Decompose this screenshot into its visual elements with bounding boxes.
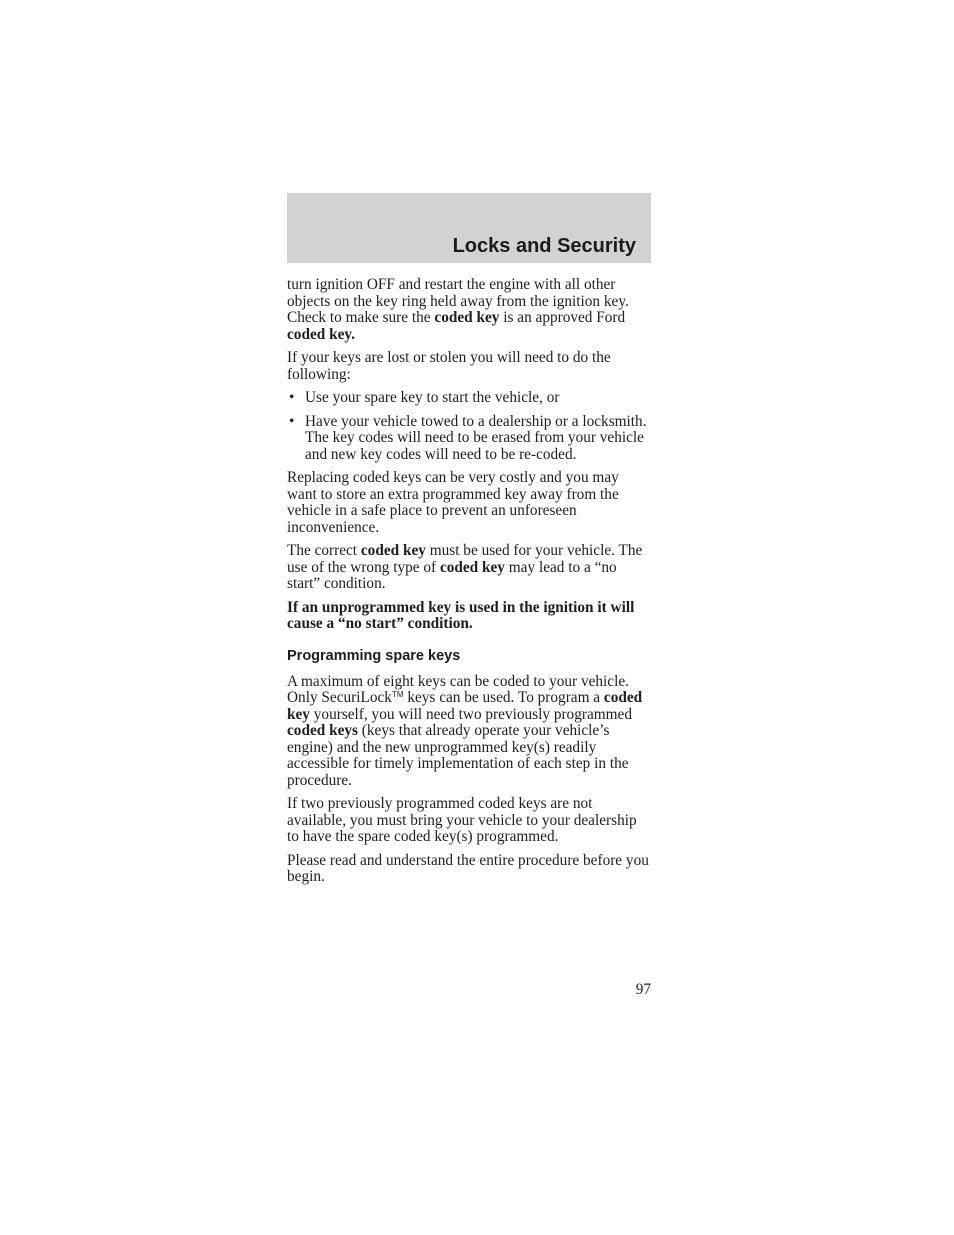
text-run: may lead to a “no start” condition.: [287, 558, 617, 592]
list-item-text: Have your vehicle towed to a dealership or a locksmith. The key codes will need to be erased from your vehicle and new key codes will need to be re-coded.: [305, 412, 647, 463]
page-number: 97: [635, 981, 651, 998]
emphasis-coded-key: coded key.: [287, 325, 355, 343]
text-run: The correct: [287, 542, 361, 559]
text-run: keys can be used. To program a: [403, 689, 604, 706]
text-run: A maximum of eight keys can be coded to your vehicle. Only SecuriLock: [287, 672, 629, 706]
warning-text: If an unprogrammed key is used in the ignition it will cause a “no start” condition.: [287, 598, 635, 632]
paragraph-correct-key: [287, 543, 651, 593]
section-header-band: [287, 193, 651, 263]
paragraph-read-procedure: Please read and understand the entire procedure before you begin.: [287, 851, 649, 885]
list-item: [287, 414, 651, 464]
emphasis-coded-key: coded key: [439, 558, 505, 576]
bullet-icon: •: [289, 389, 295, 406]
section-title: Locks and Security: [452, 235, 636, 257]
text-run: (keys that already operate your vehicle’s engine) and the new unprogrammed key(s) readily accessible for timely implementation of each step in the procedure.: [287, 722, 629, 789]
emphasis-coded-keys: coded keys: [287, 722, 358, 739]
text-run: yourself, you will need two previously programmed: [309, 705, 632, 723]
text-run: must be used for your vehicle. The use of the wrong type of: [287, 542, 643, 576]
text-run: is an approved Ford: [499, 309, 626, 326]
emphasis-coded-key: coded key: [287, 689, 643, 723]
page-body: [287, 277, 651, 893]
list-item-text: Use your spare key to start the vehicle, or: [305, 389, 560, 406]
paragraph-maximum-keys: [287, 674, 651, 790]
subheading-programming-spare-keys: Programming spare keys: [287, 647, 461, 664]
text-run: turn ignition OFF and restart the engine with all other objects on the key ring held away from the ignition key. Check to make sure the: [287, 276, 629, 326]
bullet-icon: •: [289, 412, 295, 430]
trademark-symbol: TM: [391, 690, 404, 699]
paragraph-replacing-keys: Replacing coded keys can be very costly and you may want to store an extra programmed key away from the vehicle in a safe place to prevent an unforeseen inconvenience.: [287, 469, 619, 536]
lost-keys-options-list: [287, 390, 651, 463]
paragraph-lost-keys: If your keys are lost or stolen you will need to do the following:: [287, 349, 611, 383]
list-item: [287, 390, 651, 407]
paragraph-dealership: If two previously programmed coded keys are not available, you must bring your vehicle to your dealership to have the spare coded key(s) programmed.: [287, 795, 637, 845]
paragraph-ignition-restart: [287, 277, 651, 343]
emphasis-coded-key: coded key: [360, 542, 426, 559]
warning-no-start: [287, 600, 651, 633]
emphasis-coded-key: coded key: [434, 309, 500, 326]
